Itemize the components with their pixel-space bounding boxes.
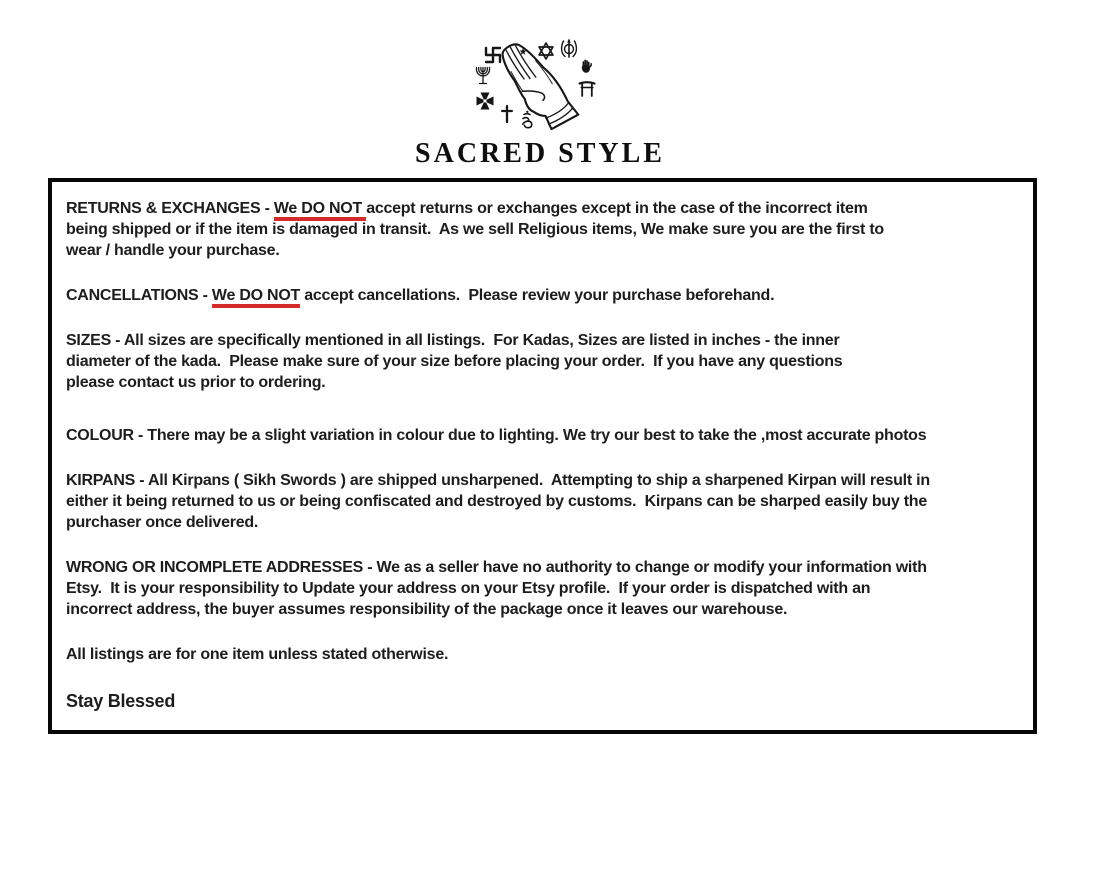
we-do-not-underlined: We DO NOT xyxy=(274,200,366,221)
policy-box xyxy=(48,178,1037,734)
we-do-not-underlined: We DO NOT xyxy=(212,287,300,308)
om-icon xyxy=(523,111,532,128)
colour-paragraph xyxy=(66,425,1019,446)
closing-message xyxy=(66,689,1019,713)
latin-cross-icon xyxy=(502,106,512,122)
cancellations-heading: CANCELLATIONS - xyxy=(66,287,212,304)
hamsa-hand-icon xyxy=(582,60,591,72)
maltese-cross-icon xyxy=(477,93,494,110)
cancellations-text: accept cancellations. Please review your purchase beforehand. xyxy=(300,287,775,304)
policy-line: either it being returned to us or being confiscated and destroyed by customs. Kirpans can be sharped easily buy the xyxy=(66,493,927,510)
policy-line: please contact us prior to ordering. xyxy=(66,374,326,391)
policy-line: COLOUR - There may be a slight variation in colour due to lighting. We try our best to take the ,most accurate photos xyxy=(66,427,927,444)
policy-line: All listings are for one item unless stated otherwise. xyxy=(66,646,449,663)
policy-line: KIRPANS - All Kirpans ( Sikh Swords ) are shipped unsharpened. Attempting to ship a sharpened Kirpan will result in xyxy=(66,472,930,489)
policy-line: being shipped or if the item is damaged in transit. As we sell Religious items, We make sure you are the first to xyxy=(66,221,884,238)
brand-logo xyxy=(415,20,665,170)
policy-line: purchaser once delivered. xyxy=(66,514,259,531)
sizes-paragraph xyxy=(66,330,1019,393)
cancellations-paragraph xyxy=(66,285,1019,306)
swastika-icon xyxy=(486,48,500,62)
star-of-david-icon xyxy=(539,43,553,59)
torii-gate-icon xyxy=(580,82,595,96)
returns-text: accept returns or exchanges except in the case of the incorrect item xyxy=(366,200,868,217)
policy-line xyxy=(66,285,1019,306)
policy-line: SIZES - All sizes are specifically mentioned in all listings. For Kadas, Sizes are listed in inches - the inner xyxy=(66,332,840,349)
menorah-icon xyxy=(477,68,490,84)
praying-hands-logo xyxy=(460,20,620,136)
policy-line: diameter of the kada. Please make sure of your size before placing your order. If you have any questions xyxy=(66,353,843,370)
returns-heading: RETURNS & EXCHANGES - xyxy=(66,200,274,217)
returns-exchanges-paragraph xyxy=(66,198,1019,261)
khanda-icon xyxy=(562,39,577,58)
policy-line xyxy=(66,198,1019,219)
policy-line: incorrect address, the buyer assumes responsibility of the package once it leaves our warehouse. xyxy=(66,601,788,618)
single-item-note xyxy=(66,644,1019,665)
policy-line: Stay Blessed xyxy=(66,691,176,711)
policy-line: WRONG OR INCOMPLETE ADDRESSES - We as a seller have no authority to change or modify your information with xyxy=(66,559,927,576)
policy-line: wear / handle your purchase. xyxy=(66,242,280,259)
brand-name: SACRED STYLE xyxy=(415,138,665,169)
wrong-addresses-paragraph xyxy=(66,557,1019,620)
kirpans-paragraph xyxy=(66,470,1019,533)
policy-line: Etsy. It is your responsibility to Update your address on your Etsy profile. If your order is dispatched with an xyxy=(66,580,871,597)
